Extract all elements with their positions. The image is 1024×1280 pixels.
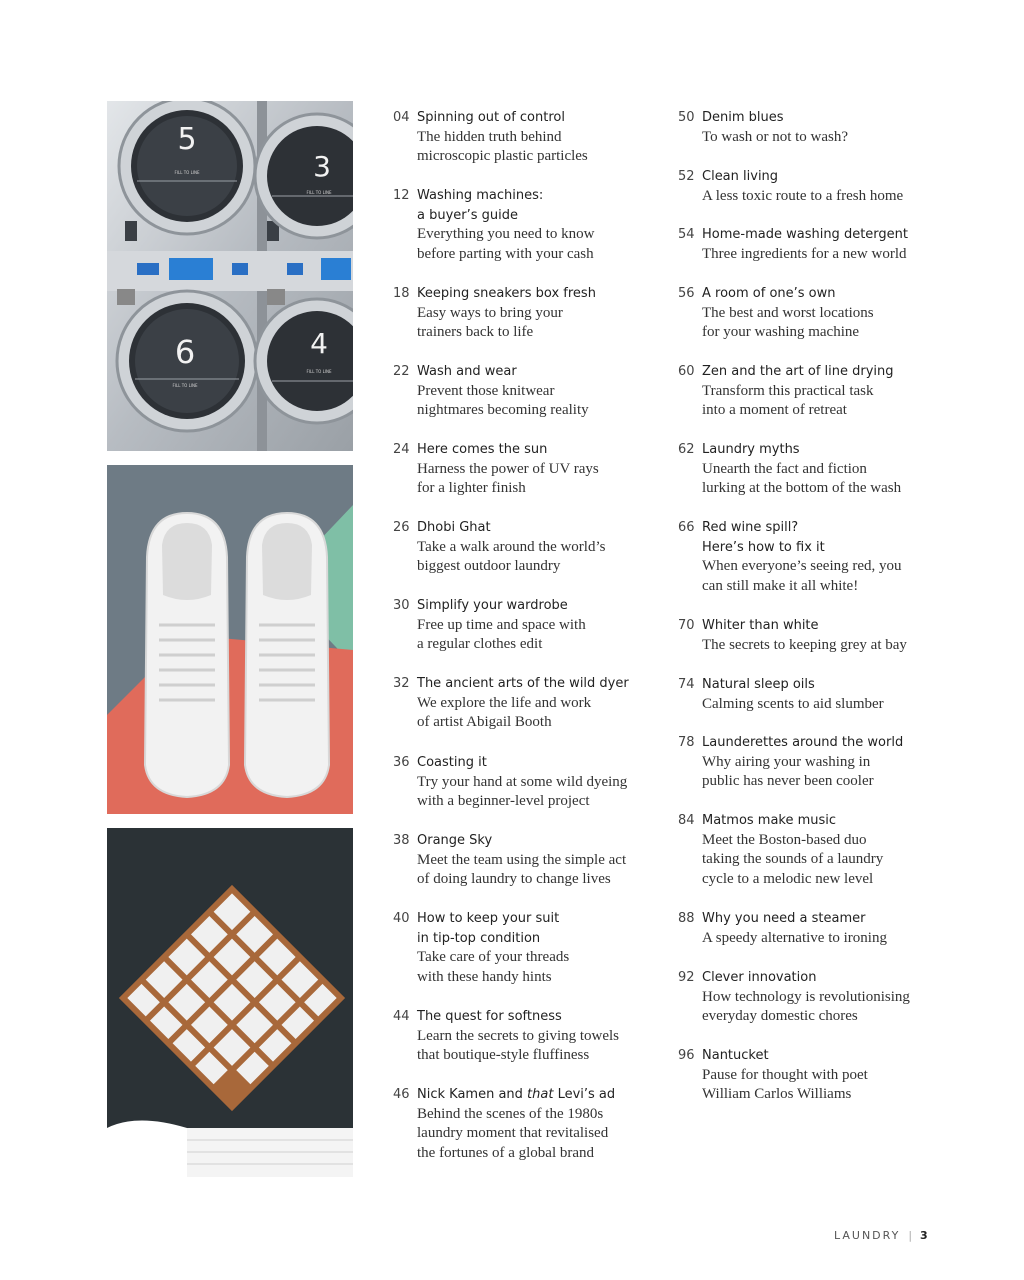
entry-title: Zen and the art of line drying: [702, 364, 894, 379]
contents-entry[interactable]: [678, 675, 962, 714]
entry-page-number: 40: [393, 911, 410, 926]
entry-title: Clever innovation: [702, 970, 817, 985]
entry-description: The best and worst locations for your washing machine: [702, 304, 874, 341]
entry-page-number: 74: [678, 677, 695, 692]
entry-description: Unearth the fact and fiction lurking at the bottom of the wash: [702, 460, 902, 497]
entry-description: Learn the secrets to giving towels that boutique-style fluffiness: [417, 1027, 620, 1064]
entry-page-number: 30: [393, 598, 410, 613]
contents-entry[interactable]: [393, 753, 679, 812]
entry-page-number: 32: [393, 676, 410, 691]
entry-page-number: 92: [678, 970, 695, 985]
entry-page-number: 12: [393, 188, 410, 203]
entry-title: Launderettes around the world: [702, 735, 904, 750]
door-label-4: FILL TO LINE: [306, 369, 332, 374]
contents-entry[interactable]: [678, 284, 962, 343]
entry-title: Red wine spill? Here’s how to fix it: [702, 520, 825, 555]
entry-page-number: 56: [678, 286, 695, 301]
entry-title: Simplify your wardrobe: [417, 598, 568, 613]
entry-title: Here comes the sun: [417, 442, 548, 457]
entry-title: Spinning out of control: [417, 110, 565, 125]
entry-page-number: 46: [393, 1087, 410, 1102]
entry-title: The ancient arts of the wild dyer: [417, 676, 629, 691]
contents-entry[interactable]: [678, 518, 962, 596]
washing-machines-illustration: [107, 101, 353, 451]
entry-title-start: Nick Kamen and: [417, 1087, 528, 1102]
entry-title-emphasis: that: [527, 1087, 554, 1102]
entry-title: How to keep your suit in tip-top condition: [417, 911, 560, 946]
contents-entry[interactable]: [393, 284, 679, 343]
entry-description: To wash or not to wash?: [702, 128, 849, 145]
entry-description: Take care of your threads with these handy hints: [417, 949, 570, 985]
contents-entry[interactable]: [393, 674, 679, 733]
entry-page-number: 24: [393, 442, 410, 457]
machine-number-4: 4: [310, 327, 328, 360]
entry-description: Everything you need to know before parting with your cash: [417, 226, 595, 262]
entry-title: Laundry myths: [702, 442, 800, 457]
contents-entry[interactable]: [678, 362, 962, 421]
contents-entry[interactable]: [393, 440, 679, 499]
contents-entry[interactable]: [678, 909, 962, 948]
entry-page-number: 54: [678, 227, 695, 242]
entry-title: Why you need a steamer: [702, 911, 866, 926]
entry-page-number: 88: [678, 911, 695, 926]
entry-title: The quest for softness: [417, 1009, 562, 1024]
entry-description: Pause for thought with poet William Carlos Williams: [702, 1066, 868, 1103]
machine-number-6: 6: [174, 333, 196, 371]
entry-title: Dhobi Ghat: [417, 520, 491, 535]
entry-description: Calming scents to aid slumber: [702, 695, 884, 712]
entry-description: Try your hand at some wild dyeing with a beginner-level project: [417, 773, 628, 810]
photo-washing-machines: [107, 101, 353, 451]
entry-title: Nantucket: [702, 1048, 769, 1063]
entry-description: Easy ways to bring your trainers back to life: [417, 304, 563, 341]
contents-entry[interactable]: [393, 362, 679, 421]
entry-page-number: 60: [678, 364, 695, 379]
entry-title: Matmos make music: [702, 813, 837, 828]
contents-entry[interactable]: [678, 440, 962, 499]
contents-entry[interactable]: [678, 733, 962, 792]
entry-title: Wash and wear: [417, 364, 517, 379]
contents-entry[interactable]: [678, 225, 962, 264]
entry-page-number: 78: [678, 735, 695, 750]
entry-description: The secrets to keeping grey at bay: [702, 636, 907, 653]
entry-page-number: 52: [678, 169, 695, 184]
entry-description: Transform this practical task into a moment of retreat: [702, 382, 874, 419]
entry-page-number: 50: [678, 110, 695, 125]
entry-description: When everyone’s seeing red, you can still make it all white!: [702, 558, 902, 594]
entry-title: Keeping sneakers box fresh: [417, 286, 596, 301]
entry-page-number: 26: [393, 520, 410, 535]
entry-description: Free up time and space with a regular clothes edit: [417, 616, 586, 653]
entry-description: Behind the scenes of the 1980s laundry moment that revitalised the fortunes of a global brand: [417, 1105, 609, 1161]
contents-entry[interactable]: [393, 909, 679, 987]
entry-page-number: 96: [678, 1048, 695, 1063]
entry-description: Harness the power of UV rays for a lighter finish: [417, 460, 599, 497]
entry-page-number: 70: [678, 618, 695, 633]
entry-description: The hidden truth behind microscopic plastic particles: [417, 128, 588, 165]
photo-white-sneakers: [107, 465, 353, 814]
entry-title: Home-made washing detergent: [702, 227, 908, 242]
entry-title: [417, 1085, 679, 1105]
towel-rack-illustration: [107, 828, 353, 1177]
contents-entry[interactable]: [678, 167, 962, 206]
entry-description: Three ingredients for a new world: [702, 245, 907, 262]
contents-entry[interactable]: [393, 518, 679, 577]
entry-page-number: 66: [678, 520, 695, 535]
contents-entry[interactable]: [393, 1007, 679, 1066]
contents-entry[interactable]: [678, 968, 962, 1027]
entry-title: Orange Sky: [417, 833, 493, 848]
contents-entry[interactable]: [678, 108, 962, 147]
entry-title: Coasting it: [417, 755, 487, 770]
contents-entry[interactable]: [393, 186, 679, 264]
entry-description: Take a walk around the world’s biggest outdoor laundry: [417, 538, 606, 575]
page-footer: [834, 1229, 928, 1242]
entry-title: Denim blues: [702, 110, 784, 125]
entry-title-end: Levi’s ad: [553, 1087, 616, 1102]
contents-entry[interactable]: [393, 1085, 679, 1163]
entry-page-number: 22: [393, 364, 410, 379]
entry-description: Why airing your washing in public has never been cooler: [702, 753, 874, 790]
contents-entry[interactable]: [393, 831, 679, 890]
entry-page-number: 36: [393, 755, 410, 770]
entry-page-number: 44: [393, 1009, 410, 1024]
entry-page-number: 62: [678, 442, 695, 457]
machine-number-3: 3: [313, 150, 331, 183]
entry-title: Clean living: [702, 169, 779, 184]
contents-entry[interactable]: [393, 108, 679, 167]
magazine-name: LAUNDRY: [834, 1229, 901, 1242]
door-label-5: FILL TO LINE: [174, 170, 200, 175]
entry-page-number: 38: [393, 833, 410, 848]
door-label-3: FILL TO LINE: [306, 190, 332, 195]
entry-title: Natural sleep oils: [702, 677, 815, 692]
entry-title: Washing machines: a buyer’s guide: [417, 188, 544, 223]
contents-entry[interactable]: [678, 616, 962, 655]
entry-page-number: 04: [393, 110, 410, 125]
entry-page-number: 84: [678, 813, 695, 828]
machine-number-5: 5: [177, 122, 197, 157]
entry-description: Prevent those knitwear nightmares becoming reality: [417, 382, 589, 419]
door-label-6: FILL TO LINE: [172, 383, 198, 388]
entry-title: Whiter than white: [702, 618, 819, 633]
entry-description: A less toxic route to a fresh home: [702, 187, 904, 204]
entry-description: Meet the Boston-based duo taking the sounds of a laundry cycle to a melodic new level: [702, 831, 884, 887]
entry-title: A room of one’s own: [702, 286, 836, 301]
entry-description: A speedy alternative to ironing: [702, 929, 887, 946]
sneakers-illustration: [107, 465, 353, 814]
footer-separator: |: [908, 1229, 913, 1242]
photo-towel-rack: [107, 828, 353, 1177]
entry-description: Meet the team using the simple act of doing laundry to change lives: [417, 851, 627, 888]
entry-page-number: 18: [393, 286, 410, 301]
entry-description: How technology is revolutionising everyday domestic chores: [702, 988, 910, 1025]
entry-description: We explore the life and work of artist Abigail Booth: [417, 694, 592, 731]
contents-entry[interactable]: [393, 596, 679, 655]
page-number: 3: [920, 1229, 928, 1242]
contents-entry[interactable]: [678, 811, 962, 889]
contents-entry[interactable]: [678, 1046, 962, 1105]
